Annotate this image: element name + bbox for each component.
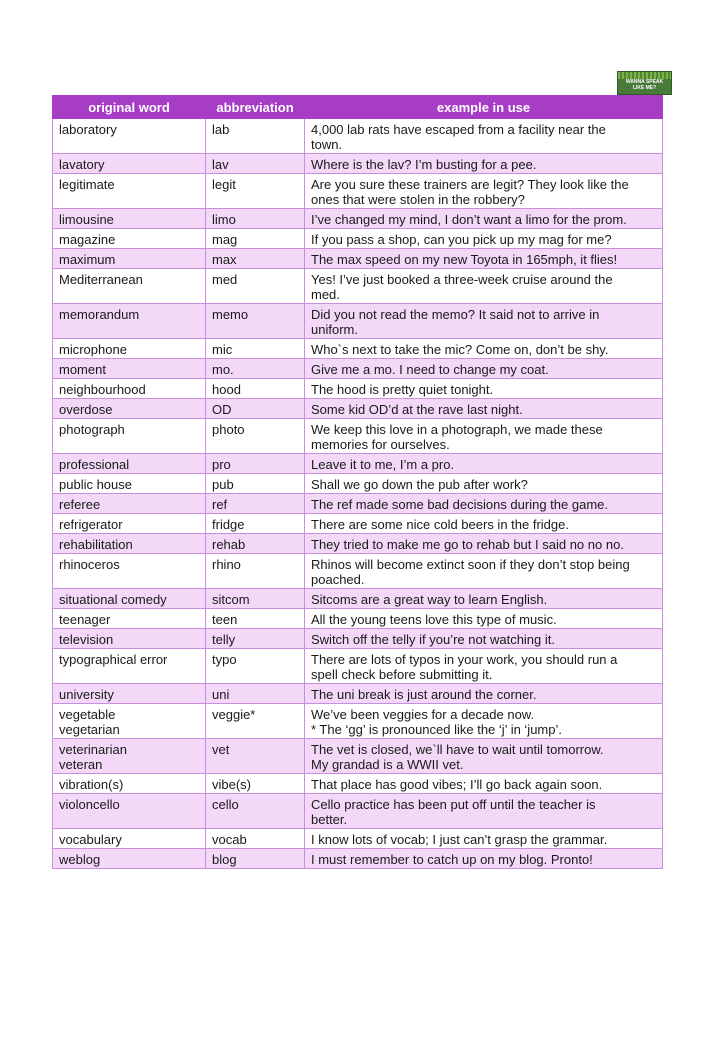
cell-original-word: veterinarian veteran — [53, 739, 206, 774]
cell-example: That place has good vibes; I’ll go back again soon. — [305, 774, 663, 794]
cell-example: Sitcoms are a great way to learn English. — [305, 589, 663, 609]
table-row — [53, 534, 663, 554]
table-row — [53, 794, 663, 829]
cell-abbreviation: mag — [206, 229, 305, 249]
table-row — [53, 399, 663, 419]
cell-abbreviation: ref — [206, 494, 305, 514]
table-row — [53, 589, 663, 609]
cell-abbreviation: sitcom — [206, 589, 305, 609]
cell-original-word: violoncello — [53, 794, 206, 829]
cell-example: Give me a mo. I need to change my coat. — [305, 359, 663, 379]
cell-original-word: neighbourhood — [53, 379, 206, 399]
cell-abbreviation: mo. — [206, 359, 305, 379]
cell-example: The vet is closed, we`ll have to wait until tomorrow. My grandad is a WWII vet. — [305, 739, 663, 774]
cell-abbreviation: pro — [206, 454, 305, 474]
cell-original-word: television — [53, 629, 206, 649]
cell-example: There are some nice cold beers in the fridge. — [305, 514, 663, 534]
cell-abbreviation: memo — [206, 304, 305, 339]
header-row — [53, 96, 663, 119]
cell-original-word: laboratory — [53, 119, 206, 154]
table-row — [53, 154, 663, 174]
table-row — [53, 304, 663, 339]
cell-original-word: overdose — [53, 399, 206, 419]
table-header — [53, 96, 663, 119]
cell-abbreviation: rehab — [206, 534, 305, 554]
cell-example: Rhinos will become extinct soon if they don’t stop being poached. — [305, 554, 663, 589]
cell-abbreviation: blog — [206, 849, 305, 869]
cell-abbreviation: vet — [206, 739, 305, 774]
table-row — [53, 629, 663, 649]
cell-abbreviation: legit — [206, 174, 305, 209]
cell-original-word: photograph — [53, 419, 206, 454]
abbreviations-table — [52, 95, 663, 869]
table-row — [53, 474, 663, 494]
cell-example: They tried to make me go to rehab but I said no no no. — [305, 534, 663, 554]
cell-abbreviation: typo — [206, 649, 305, 684]
cell-example: Some kid OD’d at the rave last night. — [305, 399, 663, 419]
table-row — [53, 174, 663, 209]
cell-example: We’ve been veggies for a decade now. * The ‘gg’ is pronounced like the ‘j’ in ‘jump’. — [305, 704, 663, 739]
table-row — [53, 379, 663, 399]
cell-abbreviation: rhino — [206, 554, 305, 589]
cell-original-word: moment — [53, 359, 206, 379]
table-row — [53, 339, 663, 359]
cell-example: Who`s next to take the mic? Come on, don’t be shy. — [305, 339, 663, 359]
table-row — [53, 454, 663, 474]
logo-line-1: WANNA SPEAK — [625, 79, 664, 85]
table-row — [53, 774, 663, 794]
cell-original-word: maximum — [53, 249, 206, 269]
table-row — [53, 554, 663, 589]
table-row — [53, 249, 663, 269]
cell-abbreviation: telly — [206, 629, 305, 649]
table-row — [53, 849, 663, 869]
cell-abbreviation: cello — [206, 794, 305, 829]
header-example-in-use: example in use — [305, 96, 663, 119]
cell-example: The hood is pretty quiet tonight. — [305, 379, 663, 399]
cell-example: I’ve changed my mind, I don’t want a limo for the prom. — [305, 209, 663, 229]
cell-abbreviation: med — [206, 269, 305, 304]
cell-abbreviation: uni — [206, 684, 305, 704]
table-row — [53, 209, 663, 229]
cell-example: Switch off the telly if you’re not watching it. — [305, 629, 663, 649]
table-body — [53, 119, 663, 869]
cell-abbreviation: OD — [206, 399, 305, 419]
wanna-speak-like-me-logo — [617, 71, 672, 95]
cell-abbreviation: lab — [206, 119, 305, 154]
cell-original-word: Mediterranean — [53, 269, 206, 304]
cell-original-word: public house — [53, 474, 206, 494]
cell-original-word: legitimate — [53, 174, 206, 209]
cell-example: Shall we go down the pub after work? — [305, 474, 663, 494]
cell-original-word: magazine — [53, 229, 206, 249]
cell-example: Are you sure these trainers are legit? They look like the ones that were stolen in the robbery? — [305, 174, 663, 209]
cell-original-word: vegetable vegetarian — [53, 704, 206, 739]
cell-example: 4,000 lab rats have escaped from a facility near the town. — [305, 119, 663, 154]
table-row — [53, 359, 663, 379]
logo-line-2: LIKE ME? — [632, 85, 657, 91]
cell-original-word: referee — [53, 494, 206, 514]
cell-example: All the young teens love this type of music. — [305, 609, 663, 629]
cell-example: The uni break is just around the corner. — [305, 684, 663, 704]
cell-example: Did you not read the memo? It said not to arrive in uniform. — [305, 304, 663, 339]
table-row — [53, 119, 663, 154]
cell-abbreviation: lav — [206, 154, 305, 174]
cell-original-word: microphone — [53, 339, 206, 359]
cell-abbreviation: hood — [206, 379, 305, 399]
cell-example: Cello practice has been put off until the teacher is better. — [305, 794, 663, 829]
cell-example: Where is the lav? I’m busting for a pee. — [305, 154, 663, 174]
cell-original-word: limousine — [53, 209, 206, 229]
cell-original-word: refrigerator — [53, 514, 206, 534]
table-row — [53, 739, 663, 774]
cell-abbreviation: vibe(s) — [206, 774, 305, 794]
cell-example: We keep this love in a photograph, we made these memories for ourselves. — [305, 419, 663, 454]
cell-example: Leave it to me, I’m a pro. — [305, 454, 663, 474]
header-abbreviation: abbreviation — [206, 96, 305, 119]
cell-abbreviation: pub — [206, 474, 305, 494]
cell-original-word: situational comedy — [53, 589, 206, 609]
cell-abbreviation: limo — [206, 209, 305, 229]
table-row — [53, 649, 663, 684]
cell-example: There are lots of typos in your work, you should run a spell check before submitting it. — [305, 649, 663, 684]
cell-example: I must remember to catch up on my blog. Pronto! — [305, 849, 663, 869]
cell-example: The max speed on my new Toyota in 165mph, it flies! — [305, 249, 663, 269]
cell-original-word: memorandum — [53, 304, 206, 339]
cell-abbreviation: teen — [206, 609, 305, 629]
cell-example: Yes! I’ve just booked a three-week cruise around the med. — [305, 269, 663, 304]
cell-original-word: weblog — [53, 849, 206, 869]
table-row — [53, 684, 663, 704]
table-row — [53, 704, 663, 739]
cell-original-word: vocabulary — [53, 829, 206, 849]
cell-abbreviation: photo — [206, 419, 305, 454]
cell-original-word: lavatory — [53, 154, 206, 174]
grass-strip — [618, 72, 671, 79]
table-row — [53, 494, 663, 514]
table-row — [53, 514, 663, 534]
cell-original-word: rhinoceros — [53, 554, 206, 589]
cell-original-word: vibration(s) — [53, 774, 206, 794]
cell-original-word: typographical error — [53, 649, 206, 684]
table-row — [53, 609, 663, 629]
table-row — [53, 229, 663, 249]
table-row — [53, 829, 663, 849]
cell-abbreviation: veggie* — [206, 704, 305, 739]
cell-abbreviation: max — [206, 249, 305, 269]
cell-example: I know lots of vocab; I just can’t grasp the grammar. — [305, 829, 663, 849]
cell-example: If you pass a shop, can you pick up my mag for me? — [305, 229, 663, 249]
cell-example: The ref made some bad decisions during the game. — [305, 494, 663, 514]
cell-original-word: rehabilitation — [53, 534, 206, 554]
table-row — [53, 269, 663, 304]
header-original-word: original word — [53, 96, 206, 119]
cell-original-word: professional — [53, 454, 206, 474]
cell-abbreviation: fridge — [206, 514, 305, 534]
table-row — [53, 419, 663, 454]
cell-original-word: university — [53, 684, 206, 704]
cell-abbreviation: mic — [206, 339, 305, 359]
cell-original-word: teenager — [53, 609, 206, 629]
cell-abbreviation: vocab — [206, 829, 305, 849]
